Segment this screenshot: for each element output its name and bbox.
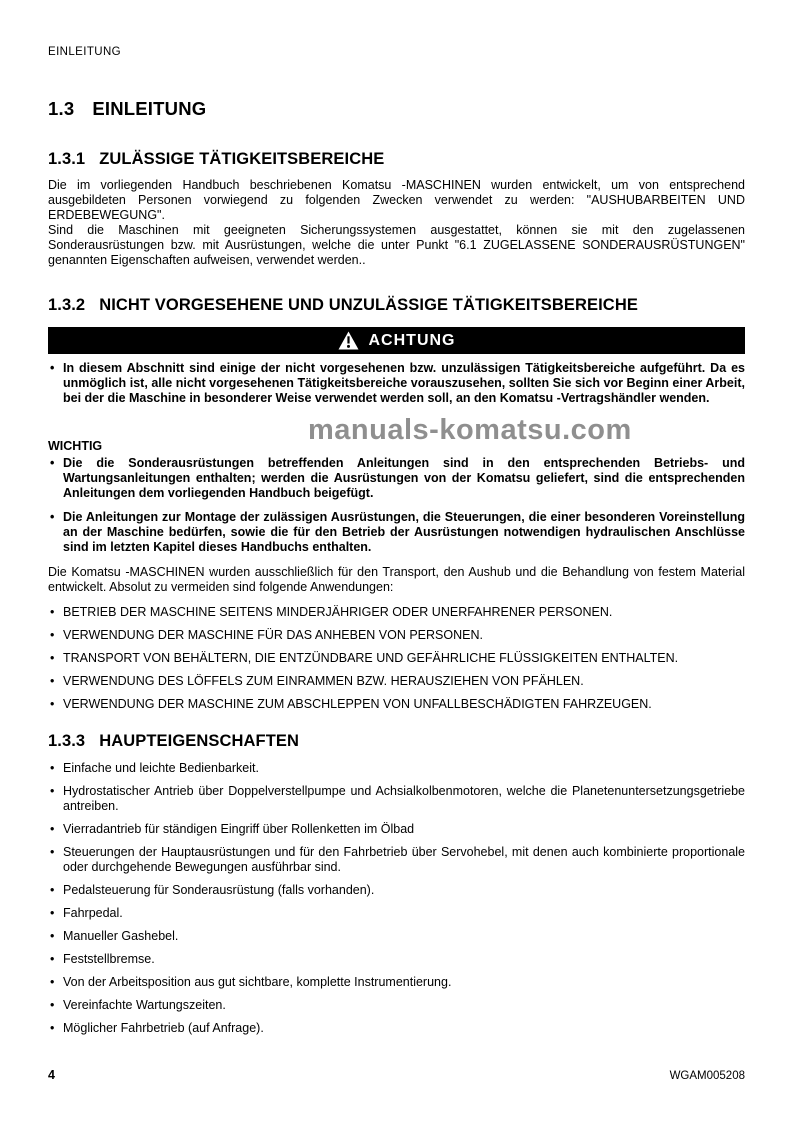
list-item: • VERWENDUNG DES LÖFFELS ZUM EINRAMMEN BZW. HERAUSZIEHEN VON PFÄHLEN. [48,674,745,689]
paragraph: Die Komatsu -MASCHINEN wurden ausschließlich für den Transport, den Aushub und die Behandlung von festem Material entwickelt. Absolut zu vermeiden sind folgende Anwendungen: [48,565,745,594]
paragraph: Die im vorliegenden Handbuch beschriebenen Komatsu -MASCHINEN wurden entwickelt, um von entsprechend ausgebildeten Personen vorwiegend zu folgenden Zwecken verwendet zu werden: "AUSHUBARBEITEN UND ERDEBEWEGUNG". [48,178,745,222]
list-item: • Möglicher Fahrbetrieb (auf Anfrage). [48,1021,745,1036]
section-number: 1.3.1 [48,150,86,168]
list-item: • TRANSPORT VON BEHÄLTERN, DIE ENTZÜNDBARE UND GEFÄHRLICHE FLÜSSIGKEITEN ENTHALTEN. [48,651,745,666]
list-item: • Die die Sonderausrüstungen betreffenden Anleitungen sind in den entsprechenden Betriebs- und Wartungsanleitungen enthalten; werden die Ausrüstungen von der Komatsu geliefert, sind die entsprechenden Anleitungen dem vorliegenden Handbuch beigefügt. [48,456,745,501]
chapter-number: 1.3 [48,98,75,119]
section-heading [48,732,745,751]
section-heading [48,150,745,169]
list-item: • Die Anleitungen zur Montage der zulässigen Ausrüstungen, die Steuerungen, die einer besonderen Voreinstellung an der Maschine bedürfen, sowie die für den Betrieb der Ausrüstungen notwendigen hydraulischen Anschlüsse sind im letzten Kapitel dieses Handbuchs enthalten. [48,510,745,555]
list-item: • Pedalsteuerung für Sonderausrüstung (falls vorhanden). [48,883,745,898]
list-item: • VERWENDUNG DER MASCHINE ZUM ABSCHLEPPEN VON UNFALLBESCHÄDIGTEN FAHRZEUGEN. [48,697,745,712]
section-title: NICHT VORGESEHENE UND UNZULÄSSIGE TÄTIGKEITSBEREICHE [99,296,638,314]
warning-triangle-icon [338,331,359,350]
list-item: • Fahrpedal. [48,906,745,921]
section-title: ZULÄSSIGE TÄTIGKEITSBEREICHE [99,150,385,168]
section-number: 1.3.2 [48,296,86,314]
chapter-title: EINLEITUNG [92,98,207,119]
list-item: • Steuerungen der Hauptausrüstungen und für den Fahrbetrieb über Servohebel, mit denen auch kombinierte proportionale oder durchgehende Bewegungen ausführbar sind. [48,845,745,875]
list-item: • Vierradantrieb für ständigen Eingriff über Rollenketten im Ölbad [48,822,745,837]
features-list [48,761,745,1036]
page-footer [48,1068,745,1082]
section-zulaessige-taetigkeitsbereiche [48,150,745,268]
list-item: • VERWENDUNG DER MASCHINE FÜR DAS ANHEBEN VON PERSONEN. [48,628,745,643]
wichtig-list [48,456,745,555]
forbidden-uses-list [48,605,745,712]
list-item: • Feststellbremse. [48,952,745,967]
wichtig-label: WICHTIG [48,439,103,453]
section-number: 1.3.3 [48,732,86,750]
chapter-heading [48,98,745,120]
warning-banner [48,327,745,354]
section-heading [48,296,745,315]
list-item: • In diesem Abschnitt sind einige der nicht vorgesehenen bzw. unzulässigen Tätigkeitsbereiche aufgeführt. Da es unmöglich ist, alle nicht vorgesehenen Tätigkeitsbereiche vorauszusehen, sollten Sie sich vor Beginn einer Arbeit, bei der die Maschine in besonderer Weise verwendet werden soll, an den Komatsu -Vertragshändler wenden. [48,361,745,406]
section-haupteigenschaften [48,732,745,1036]
list-item: • BETRIEB DER MASCHINE SEITENS MINDERJÄHRIGER ODER UNERFAHRENER PERSONEN. [48,605,745,620]
page-number: 4 [48,1068,55,1082]
watermark: manuals-komatsu.com [308,414,632,446]
warning-banner-label: ACHTUNG [368,331,456,349]
warning-bullet-list [48,361,745,406]
section-nicht-vorgesehene-taetigkeitsbereiche [48,296,745,712]
list-item: • Vereinfachte Wartungszeiten. [48,998,745,1013]
list-item: • Einfache und leichte Bedienbarkeit. [48,761,745,776]
paragraph: Sind die Maschinen mit geeigneten Sicherungssystemen ausgestattet, können sie mit den zugelassenen Sonderausrüstungen bzw. mit Ausrüstungen, welche die unter Punkt "6.1 ZUGELASSENE SONDERAUSRÜSTUNGEN" genannten Eigenschaften aufweisen, verwendet werden.. [48,223,745,267]
list-item: • Von der Arbeitsposition aus gut sichtbare, komplette Instrumentierung. [48,975,745,990]
list-item: • Manueller Gashebel. [48,929,745,944]
list-item: • Hydrostatischer Antrieb über Doppelverstellpumpe und Achsialkolbenmotoren, welche die Planetenuntersetzungsgetriebe antreiben. [48,784,745,814]
document-code: WGAM005208 [669,1070,745,1082]
section-title: HAUPTEIGENSCHAFTEN [99,732,300,750]
running-header: EINLEITUNG [48,46,122,58]
